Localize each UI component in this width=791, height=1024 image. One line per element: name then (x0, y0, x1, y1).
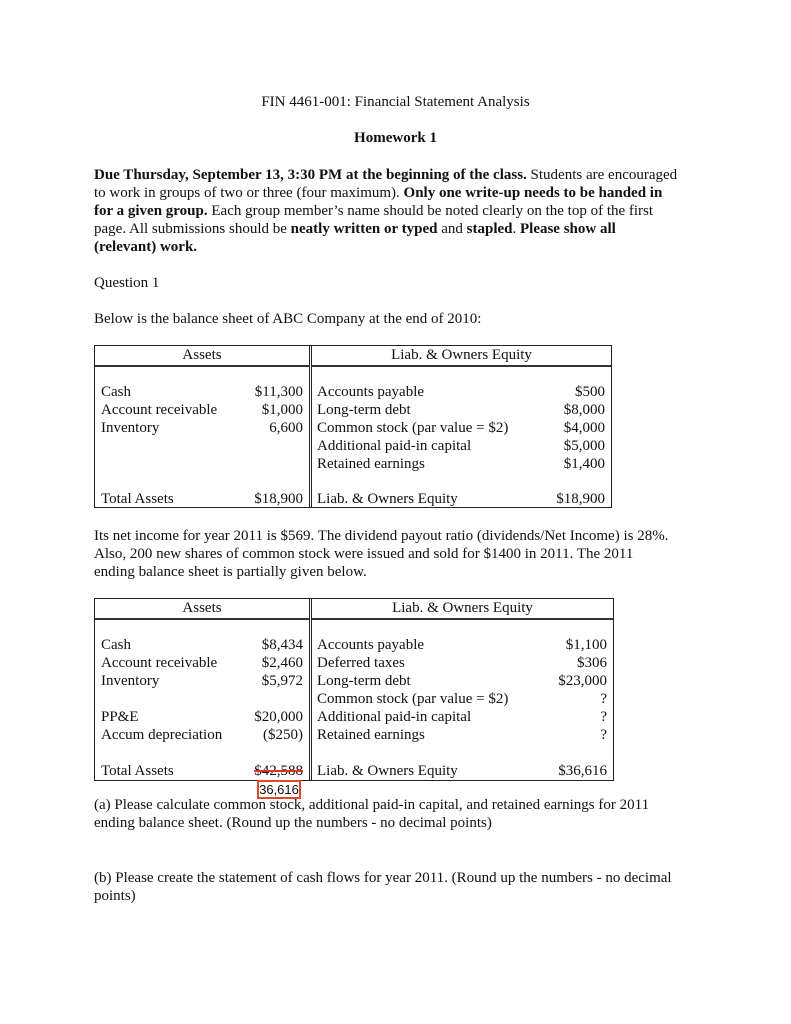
instruction-line (94, 202, 653, 220)
instruction-segment: Each group member’s name should be noted clearly on the top of the first (207, 203, 654, 219)
liability-amount: $1,100 (565, 637, 607, 653)
balance-sheet-2010 (94, 345, 612, 508)
total-assets-label: Total Assets (101, 763, 174, 779)
total-assets-value: $18,900 (254, 491, 303, 507)
balance-sheet-2011 (94, 598, 614, 781)
liability-label: Retained earnings (317, 456, 425, 472)
instruction-line (94, 184, 662, 202)
liability-amount: $4,000 (563, 420, 605, 436)
part-a-line: (a) Please calculate common stock, additional paid-in capital, and retained earnings for 2011 (94, 797, 650, 813)
instruction-line (94, 220, 616, 238)
header-liabilities: Liab. & Owners Equity (312, 346, 611, 367)
liability-label: Long-term debt (317, 673, 411, 689)
liability-label: Common stock (par value = $2) (317, 420, 509, 436)
part-a-line: ending balance sheet. (Round up the numbers - no decimal points) (94, 815, 492, 831)
instruction-segment: stapled (466, 221, 513, 237)
asset-amount: $8,434 (261, 637, 303, 653)
homework-title: Homework 1 (354, 130, 437, 146)
middle-line: ending balance sheet is partially given below. (94, 564, 367, 580)
liability-amount: $8,000 (563, 402, 605, 418)
total-assets-correction: 36,616 (257, 780, 301, 799)
asset-label: Accum depreciation (101, 727, 223, 743)
middle-line: Its net income for year 2011 is $569. The dividend payout ratio (dividends/Net Income) is 28%. (94, 528, 669, 544)
column-divider (309, 599, 312, 780)
total-assets-value: $42,588 (254, 763, 303, 779)
total-assets-label: Total Assets (101, 491, 174, 507)
instruction-segment: Due Thursday, September 13, 3:30 PM at the beginning of the class. (94, 167, 527, 183)
instruction-segment: Only one write-up needs to be handed in (403, 185, 663, 201)
liability-label: Common stock (par value = $2) (317, 691, 509, 707)
liability-label: Accounts payable (317, 384, 425, 400)
asset-label: PP&E (101, 709, 139, 725)
liability-amount: ? (600, 727, 607, 743)
liability-label: Long-term debt (317, 402, 411, 418)
liability-amount: $1,400 (563, 456, 605, 472)
question-label: Question 1 (94, 275, 160, 291)
liability-label: Deferred taxes (317, 655, 405, 671)
part-b-line: points) (94, 888, 136, 904)
header-assets: Assets (95, 346, 309, 367)
instruction-segment: to work in groups of two or three (four maximum). (94, 185, 404, 201)
asset-amount: ($250) (263, 727, 303, 743)
header-liabilities: Liab. & Owners Equity (312, 599, 613, 620)
liability-label: Additional paid-in capital (317, 438, 472, 454)
total-liabilities-label: Liab. & Owners Equity (317, 491, 458, 507)
asset-amount: 6,600 (269, 420, 303, 436)
header-assets: Assets (95, 599, 309, 620)
liability-amount: ? (600, 691, 607, 707)
asset-label: Cash (101, 637, 131, 653)
asset-label: Inventory (101, 420, 160, 436)
asset-amount: $1,000 (261, 402, 303, 418)
total-liabilities-value: $36,616 (558, 763, 607, 779)
liability-amount: ? (600, 709, 607, 725)
liability-amount: $23,000 (558, 673, 607, 689)
part-b-line: (b) Please create the statement of cash flows for year 2011. (Round up the numbers - no decimal (94, 870, 672, 886)
column-divider (309, 346, 312, 507)
total-liabilities-label: Liab. & Owners Equity (317, 763, 458, 779)
asset-amount: $11,300 (254, 384, 303, 400)
instruction-segment: Please show all (519, 221, 616, 237)
asset-label: Account receivable (101, 402, 218, 418)
asset-label: Cash (101, 384, 131, 400)
instruction-segment: . (512, 221, 520, 237)
instruction-segment: (relevant) work. (94, 239, 198, 255)
asset-amount: $20,000 (254, 709, 303, 725)
liability-amount: $306 (577, 655, 607, 671)
instruction-line (94, 238, 197, 256)
liability-amount: $5,000 (563, 438, 605, 454)
liability-label: Retained earnings (317, 727, 425, 743)
instruction-segment: for a given group. (94, 203, 208, 219)
instruction-segment: and (437, 221, 467, 237)
total-liabilities-value: $18,900 (556, 491, 605, 507)
asset-amount: $5,972 (261, 673, 303, 689)
liability-label: Accounts payable (317, 637, 425, 653)
course-title: FIN 4461-001: Financial Statement Analysis (261, 94, 530, 110)
liability-label: Additional paid-in capital (317, 709, 472, 725)
instruction-line (94, 166, 677, 184)
instruction-segment: neatly written or typed (290, 221, 438, 237)
asset-amount: $2,460 (261, 655, 303, 671)
liability-amount: $500 (575, 384, 605, 400)
asset-label: Account receivable (101, 655, 218, 671)
middle-line: Also, 200 new shares of common stock were issued and sold for $1400 in 2011. The 2011 (94, 546, 634, 562)
asset-label: Inventory (101, 673, 160, 689)
instruction-segment: Students are encouraged (526, 167, 678, 183)
intro-text: Below is the balance sheet of ABC Company at the end of 2010: (94, 311, 482, 327)
instruction-segment: page. All submissions should be (94, 221, 291, 237)
